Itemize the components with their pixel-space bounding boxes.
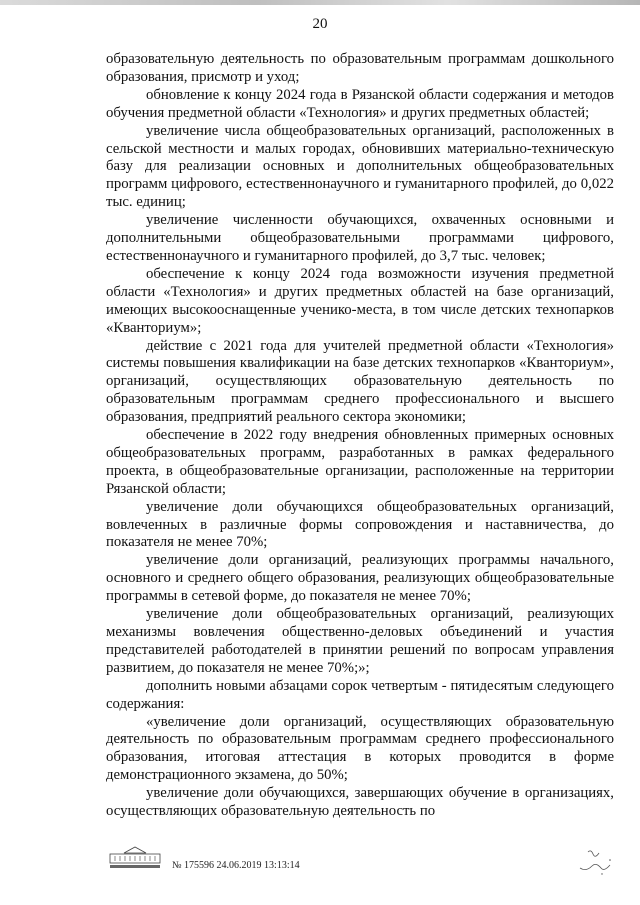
paragraph: увеличение доли организаций, реализующих программы начального, основного и среднего общего образования, реализующих общеобразовательные программы в сетевой форме, до показателя не менее 70%; — [106, 552, 614, 605]
paragraph: дополнить новыми абзацами сорок четвертым - пятидесятым следующего содержания: — [106, 677, 614, 712]
document-code: № 175596 24.06.2019 13:13:14 — [172, 860, 300, 871]
signature-mark-icon — [566, 846, 626, 882]
paragraph: обеспечение к концу 2024 года возможности изучения предметной области «Технология» и других предметных областей на базе организаций, имеющих высокооснащенные ученико-места, в том числе детских технопарков «Кванториум»; — [106, 265, 614, 336]
paragraph: обеспечение в 2022 году внедрения обновленных примерных основных общеобразовательных программ, разработанных в рамках федерального проекта, в общеобразовательные организации, расположенные на территории Рязанской области; — [106, 427, 614, 497]
paragraph: увеличение доли общеобразовательных организаций, реализующих механизмы вовлечения общественно-деловых объединений и участия представителей работодателей в принятии решений по вопросам управления развитием, до показателя не менее 70%;»; — [106, 606, 614, 676]
paragraph: действие с 2021 года для учителей предметной области «Технология» системы повышения квалификации на базе детских технопарков «Кванториум», организаций, осуществляющих образовательную деятельность по образовательным программам среднего профессионального и высшего образования, предприятий реального сектора экономики; — [106, 337, 614, 426]
scan-top-edge — [0, 0, 640, 5]
paragraph: «увеличение доли организаций, осуществляющих образовательную деятельность по образовательным программам среднего профессионального образования, итоговая аттестация в которых проводится в форме демонстрационного экзамена, до 50%; — [106, 713, 614, 784]
paragraph: увеличение доли обучающихся общеобразовательных организаций, вовлеченных в различные формы сопровождения и наставничества, до показателя не менее 70%; — [106, 498, 614, 551]
paragraph: увеличение числа общеобразовательных организаций, расположенных в сельской местности и малых городах, обновивших материально-техническую базу для реализации основных и дополнительных общеобразовательных программ цифрового, естественнонаучного и гуманитарного профилей, до 0,022 тыс. единиц; — [106, 122, 614, 211]
paragraph: обновление к концу 2024 года в Рязанской области содержания и методов обучения предметной области «Технология» и других предметных областей; — [106, 86, 614, 121]
paragraph: образовательную деятельность по образовательным программам дошкольного образования, присмотр и уход; — [106, 51, 614, 85]
document-body — [106, 51, 614, 821]
paragraph: увеличение доли обучающихся, завершающих обучение в организациях, осуществляющих образовательную деятельность по — [106, 785, 614, 820]
paragraph: увеличение численности обучающихся, охваченных основными и дополнительными общеобразовательными программами цифрового, естественнонаучного и гуманитарного профилей, до 3,7 тыс. человек; — [106, 212, 614, 264]
stamp-icon — [108, 846, 162, 870]
page-footer — [108, 846, 628, 886]
page-number: 20 — [312, 16, 328, 32]
